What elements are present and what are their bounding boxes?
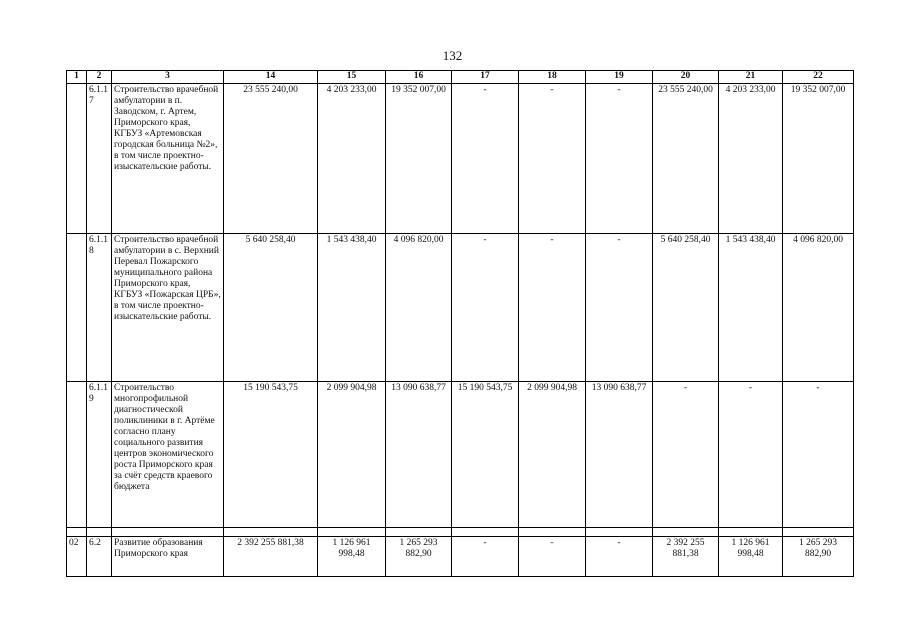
cell-description: Строительство врачебной амбулатории в с. Верхний Перевал Пожарского муниципального района Приморского края, КГБУЗ «Пожарская ЦРБ», в том числе проектно-изыскательские работы. xyxy=(112,234,224,382)
page-number: 132 xyxy=(442,48,463,63)
cell-item-code: 6.1.18 xyxy=(87,234,112,382)
table-spacer-row xyxy=(67,528,854,537)
cell-col-14: 2 392 255 881,38 xyxy=(224,537,318,577)
cell-col-20: - xyxy=(653,382,719,528)
cell-col-21: 1 543 438,40 xyxy=(719,234,783,382)
header-col-2: 2 xyxy=(87,71,112,84)
cell-description: Развитие образования Приморского края xyxy=(112,537,224,577)
cell-col-15: 2 099 904,98 xyxy=(318,382,386,528)
cell-col-19: 13 090 638,77 xyxy=(586,382,653,528)
cell-col-15: 1 543 438,40 xyxy=(318,234,386,382)
header-col-15: 15 xyxy=(318,71,386,84)
cell-col-19: - xyxy=(586,234,653,382)
cell-col-16: 13 090 638,77 xyxy=(386,382,452,528)
cell-col-18: - xyxy=(519,84,586,234)
cell-col-16: 19 352 007,00 xyxy=(386,84,452,234)
table-row xyxy=(67,84,854,234)
cell-col-15: 1 126 961 998,48 xyxy=(318,537,386,577)
table-row xyxy=(67,234,854,382)
cell-col-17: - xyxy=(452,234,519,382)
header-col-3: 3 xyxy=(112,71,224,84)
cell-description: Строительство врачебной амбулатории в п. Заводском, г. Артем, Приморского края, КГБУЗ «Артемовская городская больница №2», в том числе проектно-изыскательские работы. xyxy=(112,84,224,234)
cell-col-1 xyxy=(67,382,87,528)
cell-col-21: 1 126 961 998,48 xyxy=(719,537,783,577)
cell-col-22: 4 096 820,00 xyxy=(783,234,854,382)
cell-col-15: 4 203 233,00 xyxy=(318,84,386,234)
cell-col-18: - xyxy=(519,234,586,382)
header-col-19: 19 xyxy=(586,71,653,84)
header-col-21: 21 xyxy=(719,71,783,84)
cell-col-18: 2 099 904,98 xyxy=(519,382,586,528)
cell-col-17: - xyxy=(452,537,519,577)
cell-item-code: 6.1.19 xyxy=(87,382,112,528)
cell-col-20: 5 640 258,40 xyxy=(653,234,719,382)
header-col-1: 1 xyxy=(67,71,87,84)
cell-item-code: 6.2 xyxy=(87,537,112,577)
cell-item-code: 6.1.17 xyxy=(87,84,112,234)
table-row xyxy=(67,382,854,528)
cell-col-16: 4 096 820,00 xyxy=(386,234,452,382)
cell-col-18: - xyxy=(519,537,586,577)
cell-col-17: 15 190 543,75 xyxy=(452,382,519,528)
header-col-16: 16 xyxy=(386,71,452,84)
cell-col-21: 4 203 233,00 xyxy=(719,84,783,234)
cell-col-22: 19 352 007,00 xyxy=(783,84,854,234)
cell-col-14: 5 640 258,40 xyxy=(224,234,318,382)
cell-col-1 xyxy=(67,84,87,234)
cell-col-21: - xyxy=(719,382,783,528)
cell-col-22: - xyxy=(783,382,854,528)
cell-col-17: - xyxy=(452,84,519,234)
header-row xyxy=(67,71,854,84)
cell-col-20: 23 555 240,00 xyxy=(653,84,719,234)
cell-col-19: - xyxy=(586,537,653,577)
header-col-22: 22 xyxy=(783,71,854,84)
cell-col-19: - xyxy=(586,84,653,234)
cell-col-1 xyxy=(67,234,87,382)
cell-col-22: 1 265 293 882,90 xyxy=(783,537,854,577)
cell-description: Строительство многопрофильной диагностической поликлиники в г. Артёме согласно плану социального развития центров экономического роста Приморского края за счёт средств краевого бюджета xyxy=(112,382,224,528)
cell-col-14: 23 555 240,00 xyxy=(224,84,318,234)
cell-col-1: 02 xyxy=(67,537,87,577)
header-col-17: 17 xyxy=(452,71,519,84)
cell-col-20: 2 392 255 881,38 xyxy=(653,537,719,577)
table-row xyxy=(67,537,854,577)
header-col-14: 14 xyxy=(224,71,318,84)
header-col-20: 20 xyxy=(653,71,719,84)
cell-col-14: 15 190 543,75 xyxy=(224,382,318,528)
budget-table xyxy=(66,70,854,577)
cell-col-16: 1 265 293 882,90 xyxy=(386,537,452,577)
header-col-18: 18 xyxy=(519,71,586,84)
